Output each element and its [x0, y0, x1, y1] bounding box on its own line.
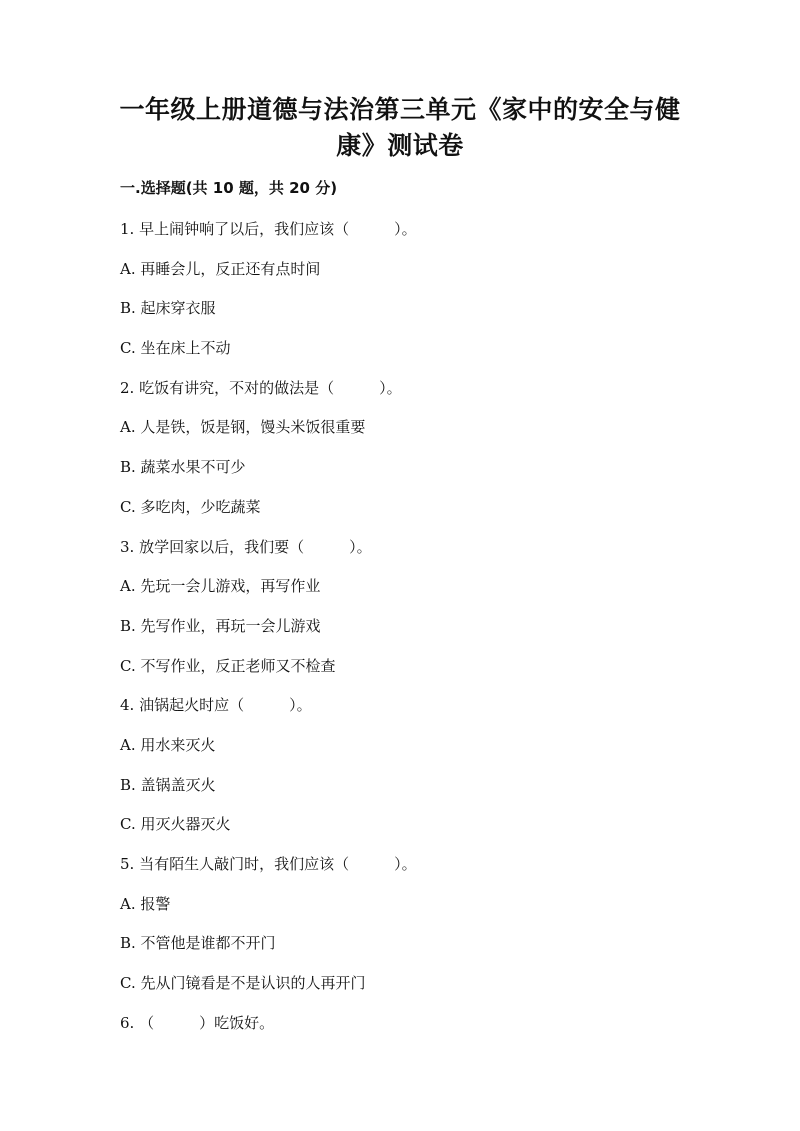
question-2-option-c: C. 多吃肉，少吃蔬菜: [120, 497, 261, 516]
question-1-option-c: C. 坐在床上不动: [120, 339, 231, 358]
section-header: 一.选择题(共 10 题，共 20 分): [120, 179, 338, 197]
question-3-option-a: A. 先玩一会儿游戏，再写作业: [120, 577, 321, 596]
question-5-stem: 5. 当有陌生人敲门时，我们应该（ ）。: [120, 855, 417, 873]
question-3-option-b: B. 先写作业，再玩一会儿游戏: [120, 616, 321, 635]
question-5-option-b: B. 不管他是谁都不开门: [120, 934, 276, 953]
question-5-option-a: A. 报警: [120, 894, 171, 913]
question-list: [120, 219, 720, 1052]
document-title-line-2: 康》测试卷: [336, 131, 464, 160]
question-4-option-a: A. 用水来灭火: [120, 735, 216, 754]
question-1-stem: 1. 早上闹钟响了以后，我们应该（ ）。: [120, 220, 417, 238]
question-4-stem: 4. 油锅起火时应（ ）。: [120, 696, 312, 715]
question-1-option-b: B. 起床穿衣服: [120, 299, 216, 318]
question-6-stem: 6. （ ）吃饭好。: [120, 1013, 275, 1032]
question-4-option-b: B. 盖锅盖灭火: [120, 775, 216, 794]
document-title: [80, 92, 720, 164]
question-2-option-a: A. 人是铁，饭是钢，馒头米饭很重要: [120, 418, 366, 437]
question-3-stem: 3. 放学回家以后，我们要（ ）。: [120, 537, 372, 556]
question-2-option-b: B. 蔬菜水果不可少: [120, 458, 246, 477]
question-1-option-a: A. 再睡会儿，反正还有点时间: [120, 259, 321, 278]
document-title-line-1: 一年级上册道德与法治第三单元《家中的安全与健: [119, 95, 681, 124]
question-4-option-c: C. 用灭火器灭火: [120, 815, 231, 834]
question-2-stem: 2. 吃饭有讲究，不对的做法是（ ）。: [120, 378, 402, 397]
question-3-option-c: C. 不写作业，反正老师又不检查: [120, 656, 336, 675]
question-5-option-c: C. 先从门镜看是不是认识的人再开门: [120, 974, 366, 993]
